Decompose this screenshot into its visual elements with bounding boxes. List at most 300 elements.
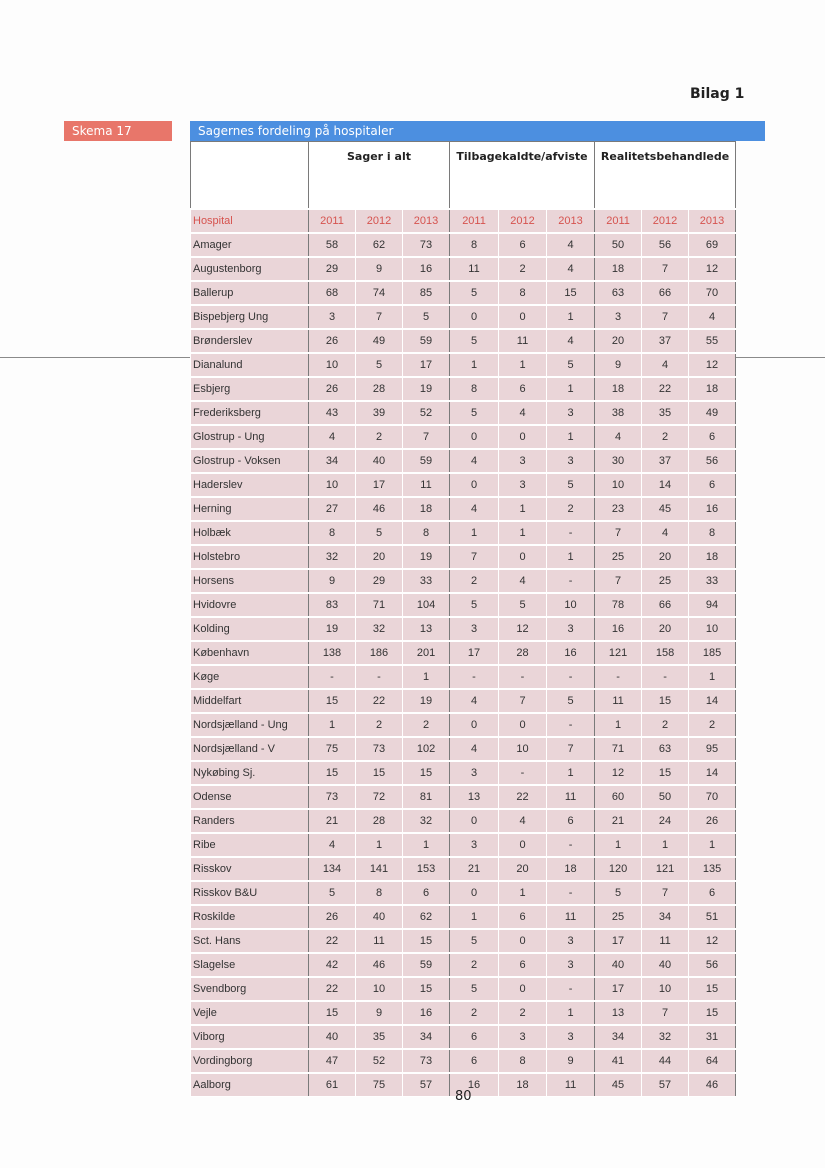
page-number: 80 bbox=[455, 1089, 472, 1104]
value-cell: 6 bbox=[499, 377, 547, 401]
value-cell: 40 bbox=[642, 953, 689, 977]
value-cell: - bbox=[547, 833, 595, 857]
value-cell: 25 bbox=[595, 905, 642, 929]
value-cell: 4 bbox=[547, 257, 595, 281]
value-cell: 23 bbox=[595, 497, 642, 521]
value-cell: 74 bbox=[356, 281, 403, 305]
value-cell: 4 bbox=[309, 833, 356, 857]
value-cell: 59 bbox=[403, 329, 450, 353]
value-cell: 1 bbox=[547, 305, 595, 329]
hospital-cell: Ballerup bbox=[191, 281, 309, 305]
value-cell: 2013 bbox=[689, 209, 736, 233]
value-cell: 1 bbox=[499, 881, 547, 905]
value-cell: 2011 bbox=[595, 209, 642, 233]
value-cell: 18 bbox=[595, 257, 642, 281]
value-cell: 4 bbox=[642, 521, 689, 545]
value-cell: 37 bbox=[642, 449, 689, 473]
value-cell: 5 bbox=[403, 305, 450, 329]
value-cell: - bbox=[595, 665, 642, 689]
value-cell: 1 bbox=[450, 353, 499, 377]
value-cell: 0 bbox=[499, 977, 547, 1001]
value-cell: 20 bbox=[499, 857, 547, 881]
value-cell: 5 bbox=[450, 281, 499, 305]
value-cell: 16 bbox=[595, 617, 642, 641]
value-cell: 7 bbox=[595, 569, 642, 593]
value-cell: 73 bbox=[309, 785, 356, 809]
value-cell: 45 bbox=[642, 497, 689, 521]
value-cell: 85 bbox=[403, 281, 450, 305]
value-cell: 6 bbox=[499, 953, 547, 977]
value-cell: 21 bbox=[595, 809, 642, 833]
value-cell: 30 bbox=[595, 449, 642, 473]
value-cell: 46 bbox=[356, 953, 403, 977]
value-cell: - bbox=[547, 977, 595, 1001]
table-row bbox=[191, 353, 736, 377]
value-cell: 3 bbox=[450, 617, 499, 641]
value-cell: 41 bbox=[595, 1049, 642, 1073]
value-cell: 16 bbox=[689, 497, 736, 521]
value-cell: 2 bbox=[356, 425, 403, 449]
value-cell: 2 bbox=[450, 1001, 499, 1025]
value-cell: 19 bbox=[309, 617, 356, 641]
value-cell: 47 bbox=[309, 1049, 356, 1073]
value-cell: 32 bbox=[642, 1025, 689, 1049]
value-cell: 121 bbox=[595, 641, 642, 665]
value-cell: 45 bbox=[595, 1073, 642, 1097]
value-cell: - bbox=[547, 569, 595, 593]
hospital-cell: Nordsjælland - Ung bbox=[191, 713, 309, 737]
value-cell: 60 bbox=[595, 785, 642, 809]
value-cell: 1 bbox=[356, 833, 403, 857]
value-cell: 51 bbox=[689, 905, 736, 929]
hospital-cell: Hospital bbox=[191, 209, 309, 233]
value-cell: 66 bbox=[642, 593, 689, 617]
value-cell: 26 bbox=[309, 905, 356, 929]
hospital-cell: Holbæk bbox=[191, 521, 309, 545]
value-cell: 14 bbox=[689, 689, 736, 713]
group-header-row bbox=[191, 142, 736, 210]
value-cell: 70 bbox=[689, 281, 736, 305]
group-header-realitet: Realitetsbehandlede bbox=[595, 142, 736, 210]
hospital-cell: Holstebro bbox=[191, 545, 309, 569]
value-cell: 69 bbox=[689, 233, 736, 257]
value-cell: 24 bbox=[642, 809, 689, 833]
value-cell: 2 bbox=[642, 713, 689, 737]
value-cell: 20 bbox=[642, 617, 689, 641]
value-cell: 40 bbox=[309, 1025, 356, 1049]
skema-label: Skema 17 bbox=[64, 121, 172, 141]
value-cell: 1 bbox=[689, 833, 736, 857]
value-cell: - bbox=[356, 665, 403, 689]
hospital-cell: Køge bbox=[191, 665, 309, 689]
hospital-cell: Augustenborg bbox=[191, 257, 309, 281]
value-cell: 28 bbox=[499, 641, 547, 665]
value-cell: 4 bbox=[595, 425, 642, 449]
value-cell: 10 bbox=[642, 977, 689, 1001]
value-cell: 8 bbox=[450, 233, 499, 257]
value-cell: 6 bbox=[403, 881, 450, 905]
value-cell: - bbox=[547, 665, 595, 689]
value-cell: 18 bbox=[595, 377, 642, 401]
value-cell: 10 bbox=[689, 617, 736, 641]
value-cell: 57 bbox=[642, 1073, 689, 1097]
value-cell: 71 bbox=[356, 593, 403, 617]
value-cell: 1 bbox=[499, 497, 547, 521]
value-cell: - bbox=[309, 665, 356, 689]
value-cell: 5 bbox=[356, 353, 403, 377]
value-cell: 15 bbox=[642, 689, 689, 713]
hospital-cell: Hvidovre bbox=[191, 593, 309, 617]
table-row bbox=[191, 281, 736, 305]
value-cell: 11 bbox=[356, 929, 403, 953]
value-cell: 5 bbox=[450, 929, 499, 953]
value-cell: 26 bbox=[309, 377, 356, 401]
value-cell: 52 bbox=[403, 401, 450, 425]
value-cell: 59 bbox=[403, 449, 450, 473]
value-cell: 5 bbox=[499, 593, 547, 617]
value-cell: 0 bbox=[450, 305, 499, 329]
value-cell: 40 bbox=[595, 953, 642, 977]
value-cell: 134 bbox=[309, 857, 356, 881]
value-cell: 3 bbox=[547, 401, 595, 425]
value-cell: 18 bbox=[689, 545, 736, 569]
value-cell: 6 bbox=[689, 881, 736, 905]
hospital-cell: Dianalund bbox=[191, 353, 309, 377]
hospital-cell: Kolding bbox=[191, 617, 309, 641]
value-cell: 18 bbox=[499, 1073, 547, 1097]
value-cell: 1 bbox=[547, 425, 595, 449]
value-cell: 56 bbox=[642, 233, 689, 257]
value-cell: 32 bbox=[403, 809, 450, 833]
hospital-cell: Roskilde bbox=[191, 905, 309, 929]
value-cell: 8 bbox=[450, 377, 499, 401]
value-cell: 95 bbox=[689, 737, 736, 761]
value-cell: 1 bbox=[595, 713, 642, 737]
value-cell: 121 bbox=[642, 857, 689, 881]
table-row bbox=[191, 425, 736, 449]
value-cell: 5 bbox=[547, 473, 595, 497]
value-cell: 6 bbox=[689, 425, 736, 449]
value-cell: 4 bbox=[499, 401, 547, 425]
value-cell: 1 bbox=[309, 713, 356, 737]
table-row bbox=[191, 377, 736, 401]
value-cell: 8 bbox=[403, 521, 450, 545]
value-cell: 5 bbox=[595, 881, 642, 905]
value-cell: 49 bbox=[356, 329, 403, 353]
value-cell: 22 bbox=[642, 377, 689, 401]
value-cell: 13 bbox=[595, 1001, 642, 1025]
value-cell: 5 bbox=[450, 401, 499, 425]
value-cell: 28 bbox=[356, 377, 403, 401]
value-cell: 15 bbox=[356, 761, 403, 785]
value-cell: 120 bbox=[595, 857, 642, 881]
value-cell: 11 bbox=[547, 1073, 595, 1097]
value-cell: - bbox=[450, 665, 499, 689]
hospital-cell: Svendborg bbox=[191, 977, 309, 1001]
value-cell: 38 bbox=[595, 401, 642, 425]
value-cell: 0 bbox=[499, 545, 547, 569]
value-cell: 78 bbox=[595, 593, 642, 617]
value-cell: 16 bbox=[403, 257, 450, 281]
value-cell: 104 bbox=[403, 593, 450, 617]
value-cell: 33 bbox=[403, 569, 450, 593]
value-cell: 11 bbox=[547, 905, 595, 929]
value-cell: 3 bbox=[547, 617, 595, 641]
hospital-cell: Frederiksberg bbox=[191, 401, 309, 425]
table-row bbox=[191, 641, 736, 665]
table-row bbox=[191, 257, 736, 281]
value-cell: 5 bbox=[450, 977, 499, 1001]
value-cell: 17 bbox=[450, 641, 499, 665]
value-cell: 3 bbox=[450, 761, 499, 785]
value-cell: 0 bbox=[499, 305, 547, 329]
value-cell: 14 bbox=[642, 473, 689, 497]
value-cell: 1 bbox=[499, 521, 547, 545]
value-cell: 56 bbox=[689, 953, 736, 977]
value-cell: 1 bbox=[499, 353, 547, 377]
value-cell: 138 bbox=[309, 641, 356, 665]
value-cell: 2 bbox=[689, 713, 736, 737]
value-cell: 1 bbox=[595, 833, 642, 857]
group-header-sager: Sager i alt bbox=[309, 142, 450, 210]
table-row bbox=[191, 401, 736, 425]
table-row bbox=[191, 497, 736, 521]
value-cell: 20 bbox=[356, 545, 403, 569]
value-cell: 4 bbox=[450, 689, 499, 713]
value-cell: 15 bbox=[689, 977, 736, 1001]
value-cell: 15 bbox=[689, 1001, 736, 1025]
table-row bbox=[191, 977, 736, 1001]
value-cell: 2012 bbox=[642, 209, 689, 233]
hospital-cell: Slagelse bbox=[191, 953, 309, 977]
value-cell: 10 bbox=[356, 977, 403, 1001]
value-cell: 1 bbox=[547, 545, 595, 569]
value-cell: 2 bbox=[547, 497, 595, 521]
value-cell: 81 bbox=[403, 785, 450, 809]
table-row bbox=[191, 521, 736, 545]
value-cell: 44 bbox=[642, 1049, 689, 1073]
value-cell: 4 bbox=[499, 569, 547, 593]
value-cell: - bbox=[499, 665, 547, 689]
table-row bbox=[191, 713, 736, 737]
value-cell: 8 bbox=[499, 1049, 547, 1073]
hospital-cell: Nykøbing Sj. bbox=[191, 761, 309, 785]
value-cell: 2012 bbox=[499, 209, 547, 233]
value-cell: 15 bbox=[403, 761, 450, 785]
value-cell: 3 bbox=[499, 1025, 547, 1049]
table-row bbox=[191, 617, 736, 641]
value-cell: 11 bbox=[547, 785, 595, 809]
value-cell: 15 bbox=[642, 761, 689, 785]
value-cell: 50 bbox=[642, 785, 689, 809]
value-cell: 22 bbox=[309, 929, 356, 953]
value-cell: 1 bbox=[450, 905, 499, 929]
value-cell: 4 bbox=[547, 233, 595, 257]
value-cell: 2 bbox=[403, 713, 450, 737]
value-cell: 18 bbox=[689, 377, 736, 401]
value-cell: 4 bbox=[499, 809, 547, 833]
value-cell: 11 bbox=[450, 257, 499, 281]
value-cell: 7 bbox=[642, 1001, 689, 1025]
value-cell: 20 bbox=[595, 329, 642, 353]
value-cell: 7 bbox=[595, 521, 642, 545]
value-cell: 12 bbox=[499, 617, 547, 641]
value-cell: 17 bbox=[595, 977, 642, 1001]
value-cell: 25 bbox=[595, 545, 642, 569]
hospital-cell: Viborg bbox=[191, 1025, 309, 1049]
value-cell: 19 bbox=[403, 689, 450, 713]
value-cell: 3 bbox=[309, 305, 356, 329]
value-cell: 186 bbox=[356, 641, 403, 665]
value-cell: 6 bbox=[547, 809, 595, 833]
value-cell: 3 bbox=[547, 449, 595, 473]
value-cell: 22 bbox=[499, 785, 547, 809]
table-row bbox=[191, 857, 736, 881]
value-cell: 64 bbox=[689, 1049, 736, 1073]
value-cell: 4 bbox=[309, 425, 356, 449]
value-cell: 141 bbox=[356, 857, 403, 881]
value-cell: 8 bbox=[356, 881, 403, 905]
value-cell: 201 bbox=[403, 641, 450, 665]
table-row bbox=[191, 953, 736, 977]
group-header-blank bbox=[191, 142, 309, 210]
value-cell: 37 bbox=[642, 329, 689, 353]
value-cell: 7 bbox=[450, 545, 499, 569]
value-cell: 58 bbox=[309, 233, 356, 257]
value-cell: 6 bbox=[450, 1049, 499, 1073]
value-cell: 35 bbox=[642, 401, 689, 425]
value-cell: 5 bbox=[547, 689, 595, 713]
value-cell: 32 bbox=[309, 545, 356, 569]
value-cell: 75 bbox=[356, 1073, 403, 1097]
table-row bbox=[191, 1001, 736, 1025]
value-cell: 9 bbox=[595, 353, 642, 377]
table-row bbox=[191, 233, 736, 257]
table-row bbox=[191, 545, 736, 569]
value-cell: 15 bbox=[547, 281, 595, 305]
value-cell: 16 bbox=[450, 1073, 499, 1097]
table-row bbox=[191, 569, 736, 593]
value-cell: 153 bbox=[403, 857, 450, 881]
hospital-cell: Middelfart bbox=[191, 689, 309, 713]
value-cell: 52 bbox=[356, 1049, 403, 1073]
value-cell: 57 bbox=[403, 1073, 450, 1097]
value-cell: 35 bbox=[356, 1025, 403, 1049]
value-cell: 4 bbox=[450, 449, 499, 473]
value-cell: 1 bbox=[547, 1001, 595, 1025]
value-cell: 7 bbox=[642, 881, 689, 905]
value-cell: 10 bbox=[499, 737, 547, 761]
value-cell: 0 bbox=[450, 473, 499, 497]
value-cell: 3 bbox=[450, 833, 499, 857]
value-cell: 15 bbox=[403, 929, 450, 953]
value-cell: 71 bbox=[595, 737, 642, 761]
hospital-cell: Brønderslev bbox=[191, 329, 309, 353]
value-cell: 17 bbox=[356, 473, 403, 497]
hospital-cell: Horsens bbox=[191, 569, 309, 593]
value-cell: 22 bbox=[356, 689, 403, 713]
table-row bbox=[191, 449, 736, 473]
value-cell: 29 bbox=[356, 569, 403, 593]
value-cell: 4 bbox=[450, 497, 499, 521]
value-cell: 34 bbox=[309, 449, 356, 473]
value-cell: 0 bbox=[450, 809, 499, 833]
value-cell: 6 bbox=[689, 473, 736, 497]
value-cell: - bbox=[547, 881, 595, 905]
table-body bbox=[191, 209, 736, 1097]
value-cell: 1 bbox=[547, 761, 595, 785]
value-cell: 94 bbox=[689, 593, 736, 617]
value-cell: 2 bbox=[642, 425, 689, 449]
table-row bbox=[191, 473, 736, 497]
value-cell: 13 bbox=[403, 617, 450, 641]
value-cell: 10 bbox=[547, 593, 595, 617]
value-cell: 7 bbox=[499, 689, 547, 713]
value-cell: 66 bbox=[642, 281, 689, 305]
value-cell: 6 bbox=[499, 233, 547, 257]
value-cell: 7 bbox=[547, 737, 595, 761]
value-cell: 50 bbox=[595, 233, 642, 257]
value-cell: 59 bbox=[403, 953, 450, 977]
value-cell: 2 bbox=[450, 569, 499, 593]
value-cell: 27 bbox=[309, 497, 356, 521]
value-cell: 2 bbox=[356, 713, 403, 737]
hospital-cell: Ribe bbox=[191, 833, 309, 857]
table-row bbox=[191, 761, 736, 785]
value-cell: 1 bbox=[642, 833, 689, 857]
value-cell: 3 bbox=[547, 929, 595, 953]
value-cell: 16 bbox=[547, 641, 595, 665]
hospital-cell: Vejle bbox=[191, 1001, 309, 1025]
value-cell: 0 bbox=[499, 929, 547, 953]
value-cell: 0 bbox=[499, 713, 547, 737]
value-cell: 34 bbox=[595, 1025, 642, 1049]
value-cell: 3 bbox=[547, 953, 595, 977]
value-cell: 11 bbox=[499, 329, 547, 353]
value-cell: 18 bbox=[547, 857, 595, 881]
value-cell: 1 bbox=[689, 665, 736, 689]
value-cell: 21 bbox=[450, 857, 499, 881]
value-cell: 12 bbox=[689, 353, 736, 377]
hospital-cell: Glostrup - Voksen bbox=[191, 449, 309, 473]
hospital-cell: Herning bbox=[191, 497, 309, 521]
value-cell: 5 bbox=[356, 521, 403, 545]
value-cell: 12 bbox=[689, 929, 736, 953]
value-cell: 0 bbox=[450, 713, 499, 737]
group-header-tilbage: Tilbagekaldte/afviste bbox=[450, 142, 595, 210]
value-cell: 16 bbox=[403, 1001, 450, 1025]
value-cell: 5 bbox=[309, 881, 356, 905]
value-cell: 21 bbox=[309, 809, 356, 833]
value-cell: 2011 bbox=[450, 209, 499, 233]
table-row bbox=[191, 689, 736, 713]
hospital-cell: Aalborg bbox=[191, 1073, 309, 1097]
value-cell: 70 bbox=[689, 785, 736, 809]
value-cell: 62 bbox=[403, 905, 450, 929]
value-cell: 39 bbox=[356, 401, 403, 425]
hospital-cell: Sct. Hans bbox=[191, 929, 309, 953]
value-cell: 2013 bbox=[547, 209, 595, 233]
value-cell: 22 bbox=[309, 977, 356, 1001]
value-cell: 2013 bbox=[403, 209, 450, 233]
value-cell: 4 bbox=[450, 737, 499, 761]
value-cell: 4 bbox=[642, 353, 689, 377]
hospital-cell: Randers bbox=[191, 809, 309, 833]
value-cell: 10 bbox=[595, 473, 642, 497]
value-cell: 25 bbox=[642, 569, 689, 593]
hospital-cell: Risskov B&U bbox=[191, 881, 309, 905]
value-cell: 3 bbox=[595, 305, 642, 329]
